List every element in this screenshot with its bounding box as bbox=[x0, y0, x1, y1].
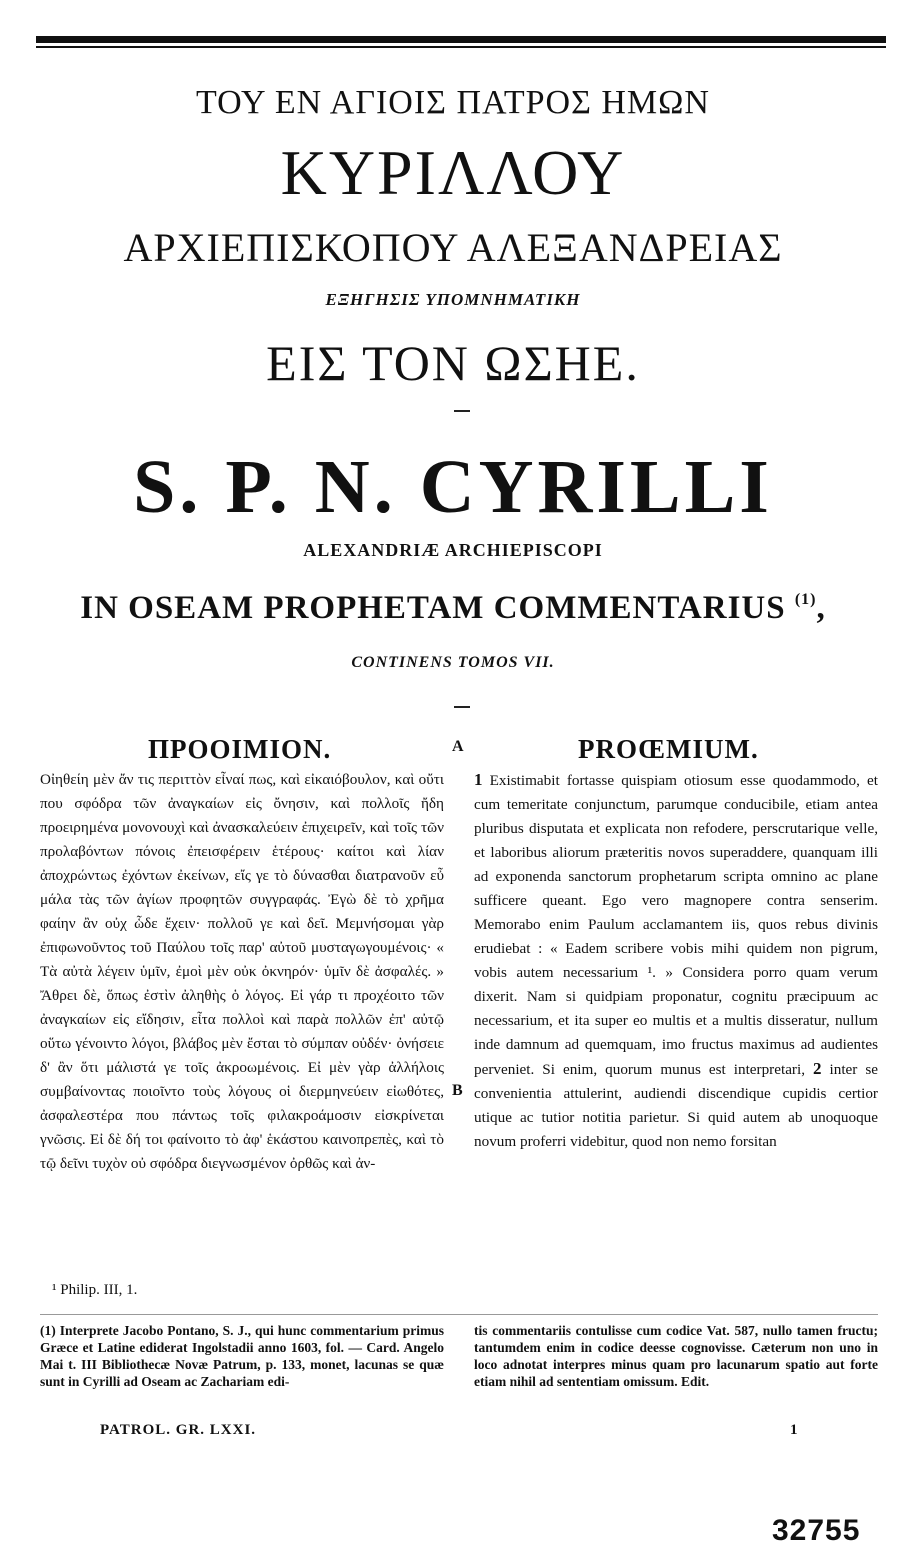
title-separator-1 bbox=[454, 410, 470, 412]
greek-column-text: Οἰηθείη μὲν ἄν τις περιττὸν εἶναί πως, καὶ εἰκαιόβουλον, καὶ οὔτι που σφόδρα τῶν ἀναγκαίων εἰς ὄνησιν, καὶ πολλοῖς ἤδη προειρημένα μονονουχὶ καὶ ἀνασκαλεύειν ἐπιχειρεῖν, καὶ τοῖς τῶν προλαβόντων πόνοις ἐπεισφέρειν ἑτέρους· καίτοι καὶ λίαν ἀποχρώντως ἐχόντων ἐκείνων, εἴς γε τὸ δύνασθαι διατρανοῦν εὖ μάλα τὰς τῶν ἁγίων προφητῶν συγγραφάς. Ἐγὼ δὲ τὸ χρῆμα φαίην ἂν οὐχ ὧδε ἔχειν· πολλοῦ γε καὶ δεῖ. Μεμνήσομαι γὰρ ἐπιφωνοῦντος τοῦ Παύλου τοῖς παρ' αὐτοῦ μυσταγωγουμένοις· « Τὰ αὐτὰ λέγειν ὑμῖν, ἐμοὶ μὲν οὐκ ὀκνηρόν· ὑμῖν δὲ ἀσφαλές. » Ἄθρει δὲ, ὅπως ἐστὶν ἀληθὴς ὁ λόγος. Εἰ γάρ τι προχέοιτο τῶν ἀναγκαίων εἰς εἴδησιν, εἶτα πολλοὶ καὶ παρὰ πολλῶν ἐπ' αὐτῷ οὕτω γένοιντο λόγοι, βλάβος μὲν ἔσται τὸ σύμπαν οὐδέν· ὀνήσειε δ' ἂν ὅτι μάλιστά γε τοῖς ἀκροωμένοις. Εἰ μὲν γὰρ ἀλλήλοις συμβαίνοντας ποιοῖντο τοὺς λόγους οἱ διερμηνεύειν εἰωθότες, ἀσφαλεστέρα που πάντως τοῖς φιλακροάμοσιν εἰσκρίνεται γνῶσις. Εἰ δὲ δή τοι φαίνοιτο τὸ ἀφ' ἑκάστου καινοπρεπὲς, καὶ τὸ τῷ δεῖνι τυχὸν οὐ σφόδρα διεγνωσμένον ὀρθῶς καὶ ἀν- bbox=[40, 771, 444, 1172]
top-double-rule bbox=[36, 36, 886, 48]
latin-work-title-text: IN OSEAM PROPHETAM COMMENTARIUS bbox=[80, 590, 786, 626]
latin-text-part-2: inter se convenientia attulerint, audiendi discendique cupidis certior utique ac tutior notitia parietur. Si quid autem ab unoquoque novum proferri videbitur, quod non nemo forsitan bbox=[474, 1061, 878, 1150]
margin-marker-a: A bbox=[452, 738, 464, 755]
latin-text-part-1: Existimabit fortasse quispiam otiosum esse quodammodo, et cum temeritate conjunctum, parumque conducibile, etiam antea pluribus disputata et explicata non refodere, perscrutarique velle, et laboribus aliorum præteritis novos superaddere, quanquam illi ad exponenda sanctorum prophetarum scripta omnino ac plane sufficere queant. Ego vero magnopere contra senserim. Memorabo enim Paulum acclamantem iis, quos rebus divinis erudiebat : « Eadem scribere vobis mihi quidem non pigrum, vobis autem necessarium ¹. » Considera porro quam verum dixerit. Nam si quidpiam proponatur, cognitu præcipuum ac necessarium, et ita super eo multis et a multis disseratur, nullum inde damnum ad quemquam, imo fructus maximus ad audientes perveniet. Si enim, quorum munus est interpretari, bbox=[474, 772, 878, 1078]
editor-footnote-right: tis commentariis contulisse cum codice Vat. 587, nullo tamen fructu; tantumdem enim in codice deesse cognovisse. Cæterum non uno in loco adnotat interpres minus quam pro lacunarum spatio aut forte etiam nihil ad sententiam omissum. Edit. bbox=[474, 1323, 878, 1389]
library-stamp-number: 32755 bbox=[772, 1514, 861, 1547]
latin-work-title bbox=[0, 590, 906, 627]
greek-subtitle: ΕΞΗΓΗΣΙΣ ΥΠΟΜΝΗΜΑΤΙΚΗ bbox=[325, 290, 581, 309]
scripture-footnote: ¹ Philip. III, 1. bbox=[52, 1282, 138, 1298]
paragraph-number-1: 1 bbox=[474, 770, 483, 789]
latin-title-line: ALEXANDRIÆ ARCHIEPISCOPI bbox=[303, 540, 603, 560]
greek-author-name: ΚΥΡΙΛΛΟΥ bbox=[280, 137, 626, 208]
margin-marker-b: B bbox=[452, 1082, 463, 1099]
editor-footnote-left: (1) Interprete Jacobo Pontano, S. J., qui hunc commentarium primus Græce et Latine ediderat Ingolstadii anno 1603, fol. — Card. Angelo Mai t. III Bibliothecæ Novæ Patrum, p. 133, monet, lacunas se quæ sunt in Cyrilli ad Oseam ac Zachariam edi- bbox=[40, 1323, 444, 1389]
greek-title-line-3: ΑΡΧΙΕΠΙΣΚΟΠΟΥ ΑΛΕΞΑΝΔΡΕΙΑΣ bbox=[123, 225, 783, 270]
greek-title-line-1: ΤΟΥ ΕΝ ΑΓΙΟΙΣ ΠΑΤΡΟΣ ΗΜΩΝ bbox=[196, 84, 710, 121]
footnote-reference: (1) bbox=[794, 591, 817, 608]
volume-signature: PATROL. GR. LXXI. bbox=[100, 1422, 257, 1438]
latin-column-text bbox=[474, 768, 878, 1154]
latin-work-title-comma: , bbox=[816, 590, 826, 626]
latin-author-name: S. P. N. CYRILLI bbox=[133, 445, 773, 529]
title-separator-2 bbox=[454, 706, 470, 708]
latin-column-heading: PROŒMIUM. bbox=[578, 734, 759, 764]
greek-work-title: ΕΙΣ ΤΟΝ ΩΣΗΕ. bbox=[266, 335, 640, 391]
page-number: 1 bbox=[790, 1422, 798, 1438]
contents-note: CONTINENS TOMOS VII. bbox=[351, 654, 555, 671]
footnote-divider bbox=[40, 1314, 878, 1315]
greek-column-heading: ΠΡΟΟΙΜΙΟΝ. bbox=[148, 734, 332, 764]
paragraph-number-2: 2 bbox=[813, 1059, 822, 1078]
